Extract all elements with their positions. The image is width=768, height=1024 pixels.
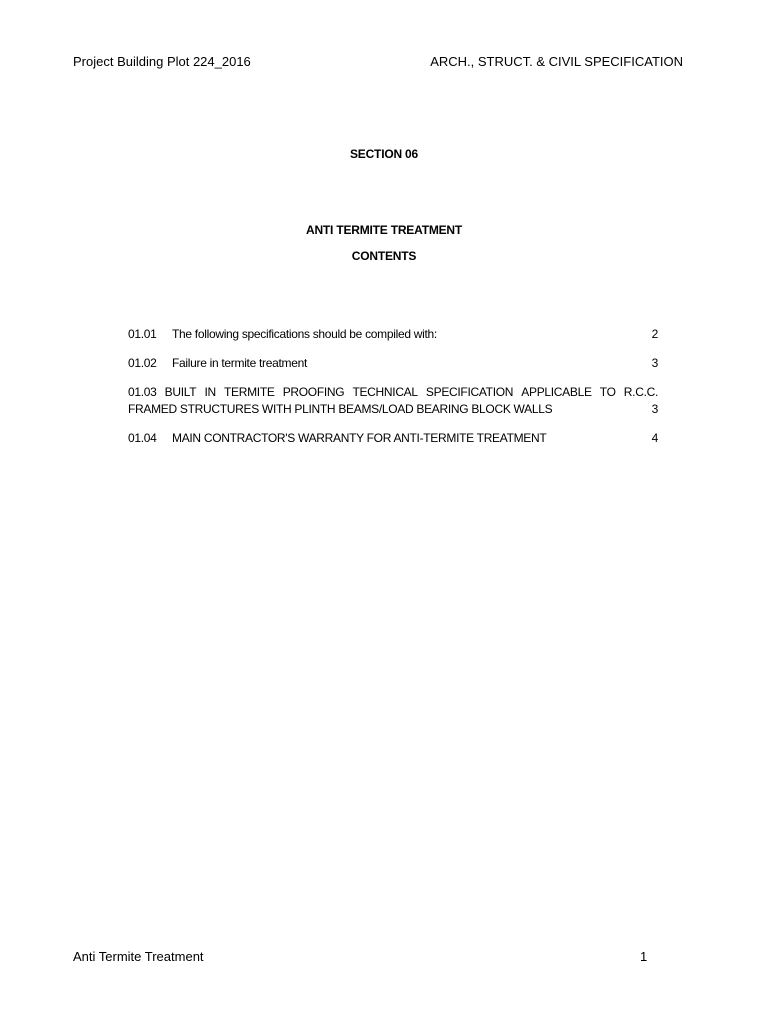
toc-entry-page: 3	[651, 402, 658, 416]
toc-word: BUILT	[164, 385, 197, 399]
toc-entry	[128, 355, 658, 372]
toc-entry	[128, 326, 658, 343]
table-of-contents	[128, 326, 658, 447]
toc-entry-first-line	[128, 384, 658, 401]
toc-entry-page: 2	[651, 327, 658, 341]
toc-word: IN	[204, 385, 216, 399]
toc-word: TECHNICAL	[352, 385, 418, 399]
footer-page-number: 1	[640, 949, 648, 964]
section-heading: SECTION 06	[349, 147, 419, 161]
contents-heading: CONTENTS	[351, 249, 417, 263]
footer-section-name: Anti Termite Treatment	[73, 949, 204, 964]
toc-entry-text: The following specifications should be compiled with:	[172, 327, 437, 341]
toc-entry-second-line: FRAMED STRUCTURES WITH PLINTH BEAMS/LOAD BEARING BLOCK WALLS	[128, 402, 553, 416]
toc-entry-text: MAIN CONTRACTOR'S WARRANTY FOR ANTI-TERMITE TREATMENT	[172, 431, 547, 445]
toc-entry-number: 01.04	[128, 431, 157, 445]
toc-entry-number: 01.01	[128, 327, 157, 341]
toc-word: SPECIFICATION	[425, 385, 514, 399]
toc-entry-page: 4	[651, 431, 658, 445]
header-project-name: Project Building Plot 224_2016	[73, 54, 251, 69]
toc-word: PROOFING	[282, 385, 345, 399]
toc-word: TO	[599, 385, 616, 399]
toc-entry	[128, 384, 658, 418]
document-title: ANTI TERMITE TREATMENT	[305, 223, 463, 237]
toc-word: APPLICABLE	[521, 385, 592, 399]
header-specification-title: ARCH., STRUCT. & CIVIL SPECIFICATION	[430, 54, 683, 69]
toc-word: TERMITE	[223, 385, 275, 399]
toc-entry-text: Failure in termite treatment	[172, 356, 307, 370]
toc-entry-number: 01.03	[128, 385, 157, 399]
toc-entry-number: 01.02	[128, 356, 157, 370]
toc-word: R.C.C.	[623, 385, 658, 399]
toc-entry	[128, 430, 658, 447]
toc-entry-page: 3	[651, 356, 658, 370]
